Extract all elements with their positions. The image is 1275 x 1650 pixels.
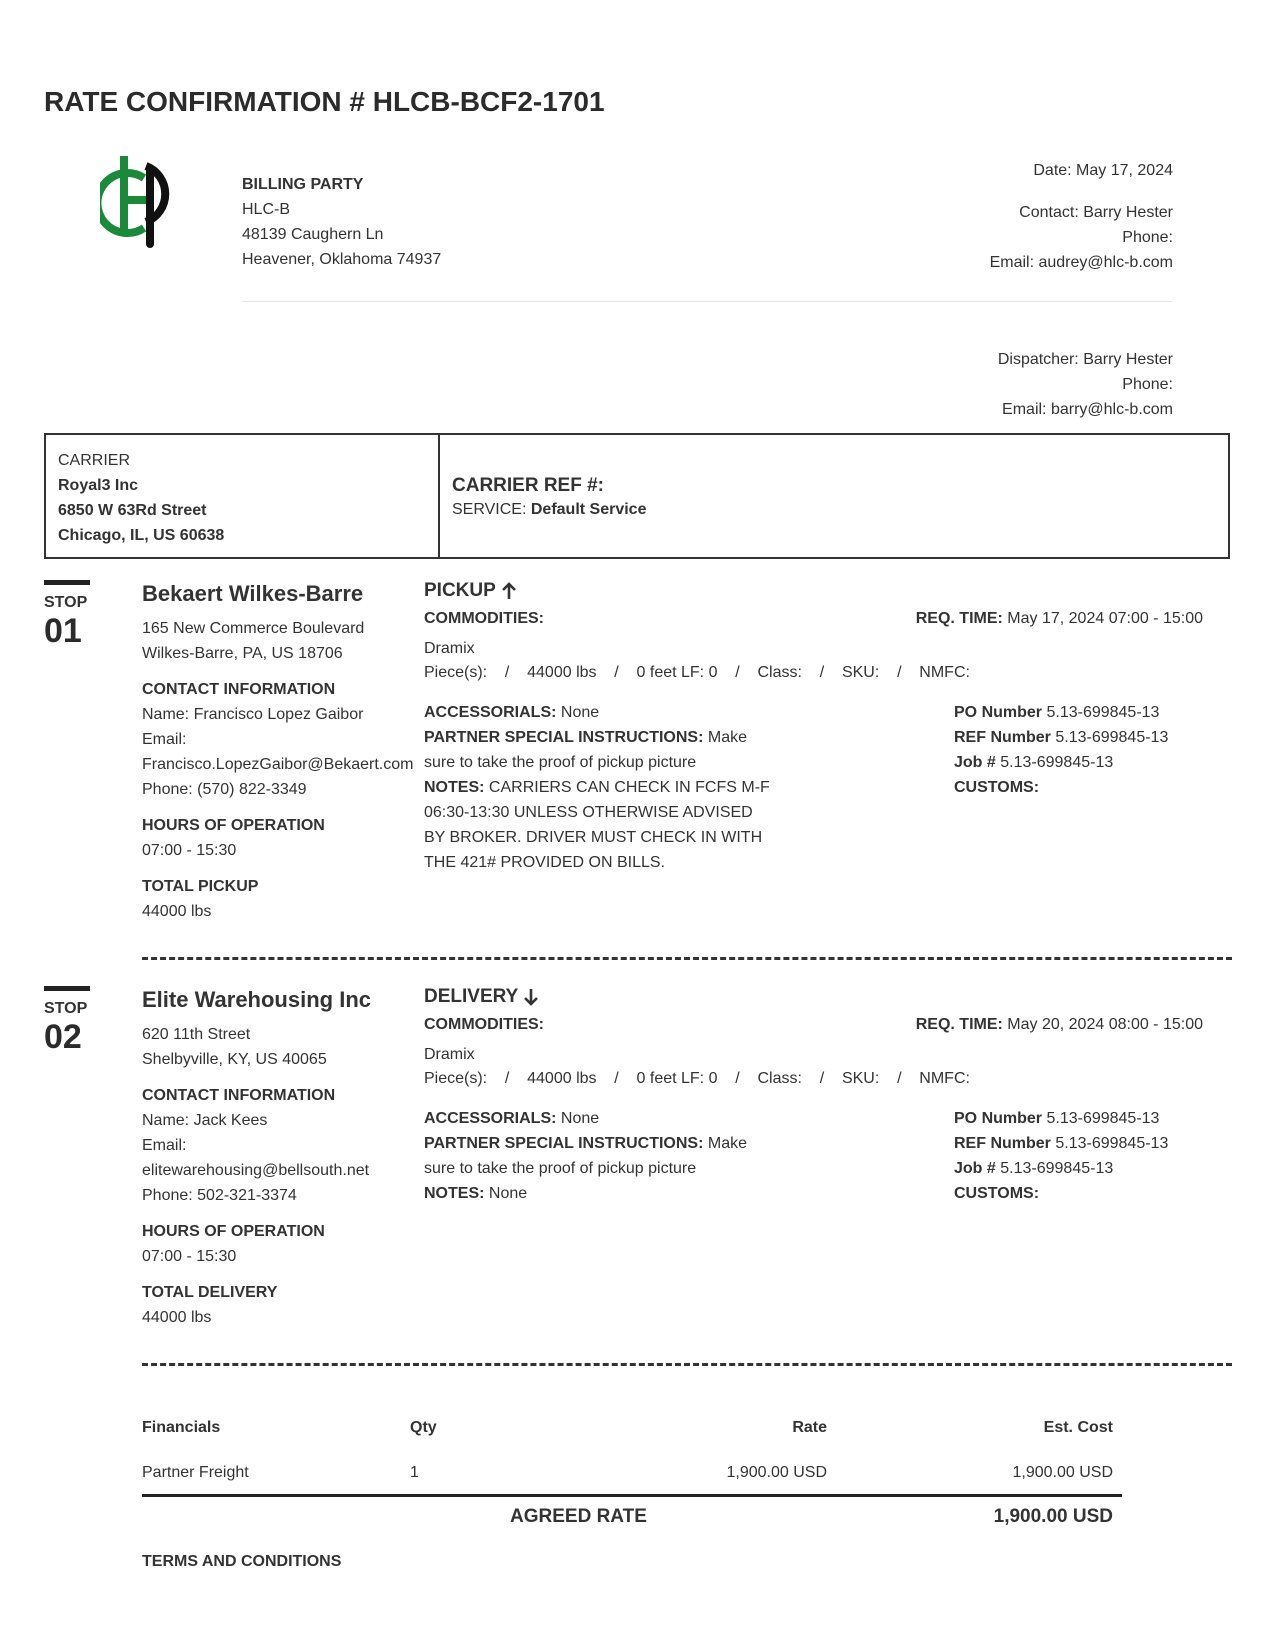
billing-heading: BILLING PARTY [242,176,364,193]
psi-value: Make [707,1135,747,1152]
customs-label: CUSTOMS: [954,1185,1040,1202]
req-time-value: May 20, 2024 08:00 - 15:00 [1007,1016,1203,1033]
carrier-name: Royal3 Inc [58,477,139,494]
stop-contact-name: Name: Jack Kees [142,1112,268,1129]
service-value: Default Service [530,501,647,518]
fin-row-rate: 1,900.00 USD [726,1464,827,1481]
notes-line3: BY BROKER. DRIVER MUST CHECK IN WITH [424,829,763,846]
stop-email-label: Email: [142,731,187,748]
dispatcher-block [998,347,1173,422]
stop-label: STOP [44,594,88,611]
dispatcher-name: Dispatcher: Barry Hester [997,351,1173,368]
stop-location [142,987,432,1330]
stop-type [424,580,517,602]
terms-heading: TERMS AND CONDITIONS [142,1553,342,1570]
job-label: Job # [954,1160,996,1177]
psi-value-cont: sure to take the proof of pickup picture [424,754,697,771]
commodity-name: Dramix [424,1046,475,1063]
job-label: Job # [954,754,996,771]
divider [242,301,1172,302]
stop-instructions [424,700,824,875]
fin-row-cost: 1,900.00 USD [1012,1464,1113,1481]
billing-address1: 48139 Caughern Ln [242,226,384,243]
psi-value: Make [707,729,747,746]
commodity-name: Dramix [424,640,475,657]
stop-contact-name: Name: Francisco Lopez Gaibor [142,706,364,723]
psi-label: PARTNER SPECIAL INSTRUCTIONS: [424,1135,704,1152]
pieces-line: Piece(s): / 44000 lbs / 0 feet LF: 0 / Class: / SKU: / NMFC: [424,1070,970,1087]
fin-row-item: Partner Freight [142,1464,249,1481]
stop-type-label: DELIVERY [424,986,518,1007]
stop-references [954,1106,1168,1206]
billing-party [242,172,441,272]
stop-references [954,700,1168,800]
stop-divider [142,1363,1232,1366]
qty-header: Qty [410,1419,437,1436]
company-logo [100,152,180,248]
carrier-address2: Chicago, IL, US 60638 [58,527,225,544]
dispatcher-email: Email: barry@hlc-b.com [1002,401,1173,418]
accessorials-value: None [560,1110,600,1127]
financials-rule [142,1494,1122,1497]
service-label: SERVICE: [452,501,527,518]
hours-heading: HOURS OF OPERATION [142,817,325,834]
stop-type [424,986,539,1008]
stop-company: Elite Warehousing Inc [142,987,371,1012]
billing-name: HLC-B [242,201,291,218]
notes-value: CARRIERS CAN CHECK IN FCFS M-F [488,779,770,796]
page-title: RATE CONFIRMATION # HLCB-BCF2-1701 [44,86,605,117]
accessorials-value: None [560,704,600,721]
hours-value: 07:00 - 15:30 [142,1248,237,1265]
stop-instructions [424,1106,824,1206]
contact-block [990,158,1173,275]
accessorials-label: ACCESSORIALS: [424,704,557,721]
stop-phone: Phone: (570) 822-3349 [142,781,307,798]
contact-heading: CONTACT INFORMATION [142,1087,336,1104]
stop-address1: 165 New Commerce Boulevard [142,620,365,637]
hours-heading: HOURS OF OPERATION [142,1223,325,1240]
stop-address2: Wilkes-Barre, PA, US 18706 [142,645,343,662]
agreed-rate-label: AGREED RATE [510,1506,647,1527]
document-date: Date: May 17, 2024 [1033,162,1173,179]
commodities-label: COMMODITIES: [424,610,544,627]
total-value: 44000 lbs [142,1309,212,1326]
psi-value-cont: sure to take the proof of pickup picture [424,1160,697,1177]
stop-email: Francisco.LopezGaibor@Bekaert.com [142,756,414,773]
notes-line4: THE 421# PROVIDED ON BILLS. [424,854,665,871]
stop-number: 02 [44,1018,82,1056]
agreed-rate-value: 1,900.00 USD [993,1506,1113,1527]
stop-location [142,581,432,924]
dispatcher-phone: Phone: [1122,376,1173,393]
arrow-down-icon [523,988,539,1006]
carrier-ref-label: CARRIER REF #: [452,475,605,496]
contact-email: Email: audrey@hlc-b.com [989,254,1173,271]
stop-bar [44,580,90,585]
carrier-box [44,433,1230,559]
commodities-label: COMMODITIES: [424,1016,544,1033]
notes-line2: 06:30-13:30 UNLESS OTHERWISE ADVISED [424,804,753,821]
stop-email-label: Email: [142,1137,187,1154]
total-heading: TOTAL PICKUP [142,878,259,895]
stop-company: Bekaert Wilkes-Barre [142,581,364,606]
req-time [916,1016,1203,1034]
notes-value: None [488,1185,528,1202]
fin-row-qty: 1 [410,1464,419,1481]
job-value: 5.13-699845-13 [1000,1160,1114,1177]
contact-name: Contact: Barry Hester [1019,204,1173,221]
po-label: PO Number [954,704,1043,721]
hours-value: 07:00 - 15:30 [142,842,237,859]
stop-address2: Shelbyville, KY, US 40065 [142,1051,327,1068]
ref-label: REF Number [954,1135,1051,1152]
accessorials-label: ACCESSORIALS: [424,1110,557,1127]
contact-heading: CONTACT INFORMATION [142,681,336,698]
psi-label: PARTNER SPECIAL INSTRUCTIONS: [424,729,704,746]
carrier-label: CARRIER [58,452,131,469]
stop-email: elitewarehousing@bellsouth.net [142,1162,370,1179]
contact-phone: Phone: [1122,229,1173,246]
stop-bar [44,986,90,991]
pieces-line: Piece(s): / 44000 lbs / 0 feet LF: 0 / Class: / SKU: / NMFC: [424,664,970,681]
customs-label: CUSTOMS: [954,779,1040,796]
stop-divider [142,957,1232,960]
stop-address1: 620 11th Street [142,1026,251,1043]
total-heading: TOTAL DELIVERY [142,1284,278,1301]
arrow-up-icon [501,582,517,600]
po-value: 5.13-699845-13 [1046,704,1160,721]
stop-type-label: PICKUP [424,580,496,601]
req-time-label: REQ. TIME: [915,610,1003,627]
stop-phone: Phone: 502-321-3374 [142,1187,297,1204]
notes-label: NOTES: [424,779,485,796]
req-time-value: May 17, 2024 07:00 - 15:00 [1007,610,1203,627]
ref-label: REF Number [954,729,1051,746]
stop-number: 01 [44,612,82,650]
rate-header: Rate [792,1419,827,1436]
ref-value: 5.13-699845-13 [1055,1135,1169,1152]
po-value: 5.13-699845-13 [1046,1110,1160,1127]
req-time-label: REQ. TIME: [915,1016,1003,1033]
carrier-info [46,435,440,557]
job-value: 5.13-699845-13 [1000,754,1114,771]
notes-label: NOTES: [424,1185,485,1202]
stop-label: STOP [44,1000,88,1017]
carrier-ref [452,475,646,519]
req-time [916,610,1203,628]
total-value: 44000 lbs [142,903,212,920]
financials-header: Financials [142,1419,221,1436]
billing-address2: Heavener, Oklahoma 74937 [242,251,442,268]
est-cost-header: Est. Cost [1043,1419,1113,1436]
carrier-address1: 6850 W 63Rd Street [58,502,207,519]
ref-value: 5.13-699845-13 [1055,729,1169,746]
po-label: PO Number [954,1110,1043,1127]
